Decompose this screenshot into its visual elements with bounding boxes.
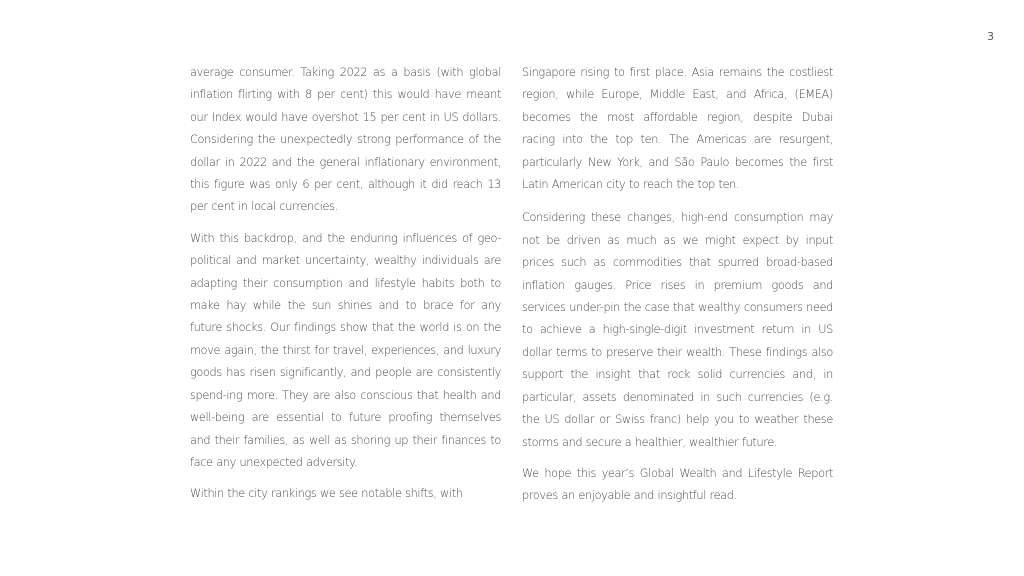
paragraph: With this backdrop, and the enduring influences of geo-political and market uncertainty, wealthy individuals are adapting their consumption and lifestyle habits both to make hay while the sun shines and to brace for any future shocks. Our findings show that the world is on the move again, the thirst for travel, experiences, and luxury goods has risen significantly, and people are consistently spend-ing more. They are also conscious that health and well-being are essential to future proofing themselves and their families, as well as shoring up their finances to face any unexpected adversity. (190, 231, 501, 469)
paragraph: We hope this year’s Global Wealth and Lifestyle Report proves an enjoyable and insightful read. (522, 466, 833, 503)
paragraph: Within the city rankings we see notable shifts, with (190, 487, 463, 501)
paragraph: Singapore rising to first place. Asia remains the costliest region, while Europe, Middle East, and Africa, (EMEA) becomes the most affordable region, despite Dubai racing into the top ten. The Americas are resurgent, particularly New York, and São Paulo becomes the first Latin American city to reach the top ten. (522, 66, 833, 192)
right-column (522, 62, 833, 517)
paragraph: average consumer. Taking 2022 as a basis (with global inflation flirting with 8 per cent) this would have meant our Index would have overshot 15 per cent in US dollars. Considering the unexpectedly strong performance of the dollar in 2022 and the general inflationary environment, this figure was only 6 per cent, although it did reach 13 per cent in local currencies. (190, 66, 501, 214)
paragraph: Considering these changes, high-end consumption may not be driven as much as we might expect by input prices such as commodities that spurred broad-based inflation gauges. Price rises in premium goods and services under-pin the case that wealthy consumers need to achieve a high-single-digit investment return in US dollar terms to preserve their wealth. These findings also support the insight that rock solid currencies and, in particular, assets denominated in such currencies (e.g. the US dollar or Swiss franc) help you to weather these storms and secure a healthier, wealthier future. (522, 211, 833, 449)
left-column (190, 62, 501, 515)
page-number: 3 (987, 30, 994, 43)
